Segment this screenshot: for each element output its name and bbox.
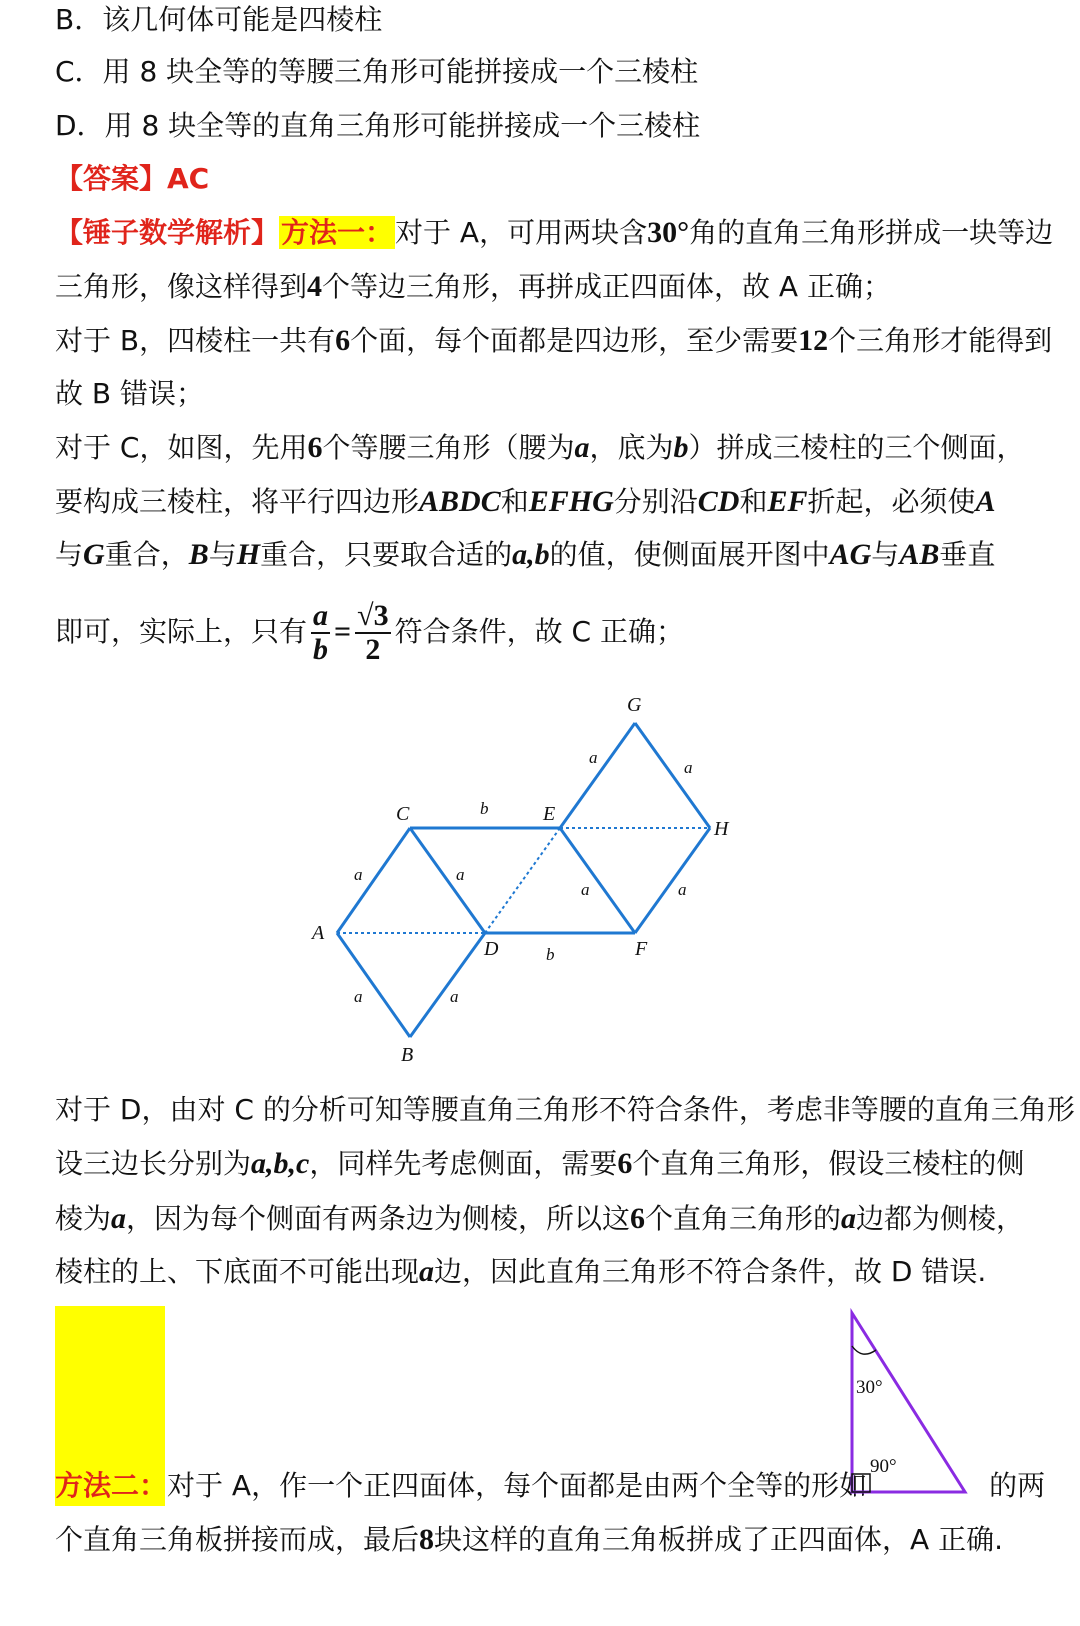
edge-ab <box>337 933 410 1037</box>
edge-label: a <box>684 758 693 777</box>
edge-cd <box>410 828 485 933</box>
edge-label: a <box>678 880 687 899</box>
angle-30-label: 30° <box>856 1377 883 1398</box>
analysis-line-8: 即可，实际上，只有 $\frac{a}{b}$ = $\frac{√3}{2}$ 符合条件，故 C 正确； <box>55 599 684 666</box>
analysis-d-line-3: 棱为a，因为每个侧面有两条边为侧棱，所以这6个直角三角形的a边都为侧棱， <box>55 1202 1025 1235</box>
analysis-header: 【锤子数学解析】 <box>55 216 280 249</box>
label-a: A <box>312 922 325 944</box>
edge-label: b <box>546 945 555 964</box>
edge-label: a <box>456 865 465 884</box>
fraction-sqrt3-over-2: $\frac{√3}{2}$ <box>357 599 389 666</box>
option-c: C．用 8 块全等的等腰三角形可能拼接成一个三棱柱 <box>55 55 699 88</box>
label-h: H <box>714 818 729 840</box>
triangle-outline <box>852 1313 965 1492</box>
analysis-line-3: 对于 B，四棱柱一共有6个面，每个面都是四边形，至少需要12个三角形才能得到 <box>55 324 1053 357</box>
analysis-line-6: 要构成三棱柱，将平行四边形ABDC和EFHG分别沿CD和EF折起，必须使A <box>55 485 996 518</box>
answer-line: 【答案】AC <box>55 162 210 195</box>
edge-label: b <box>480 799 489 818</box>
edge-label: a <box>589 748 598 767</box>
label-b: B <box>401 1044 414 1066</box>
edge-ac <box>337 828 410 933</box>
method2-line-1: 方法二：对于 A，作一个正四面体，每个面都是由两个全等的形如 的两 <box>55 1469 1046 1502</box>
analysis-d-line-1: 对于 D，由对 C 的分析可知等腰直角三角形不符合条件，考虑非等腰的直角三角形 <box>55 1093 1075 1126</box>
angle-90-label: 90° <box>870 1456 897 1477</box>
option-b: B．该几何体可能是四棱柱 <box>55 3 383 36</box>
prism-net-figure <box>290 690 760 1070</box>
method1-label: 方法一： <box>281 216 394 249</box>
option-d: D．用 8 块全等的直角三角形可能拼接成一个三棱柱 <box>55 109 701 142</box>
analysis-line-4: 故 B 错误； <box>55 377 205 410</box>
analysis-d-line-4: 棱柱的上、下底面不可能出现a边，因此直角三角形不符合条件，故 D 错误. <box>55 1255 987 1288</box>
edge-label: a <box>354 987 363 1006</box>
edge-hf <box>635 828 710 933</box>
label-c: C <box>396 803 410 825</box>
edge-label: a <box>581 880 590 899</box>
edge-gh <box>635 723 710 828</box>
method2-label: 方法二： <box>55 1469 168 1502</box>
analysis-line-5: 对于 C，如图，先用6个等腰三角形（腰为a，底为b）拼成三棱柱的三个侧面， <box>55 431 1025 464</box>
analysis-line-7: 与G重合，B与H重合，只要取合适的a,b的值，使侧面展开图中AG与AB垂直 <box>55 538 996 571</box>
analysis-line-1: 【锤子数学解析】方法一：对于 A，可用两块含30°角的直角三角形拼成一块等边 <box>55 216 1054 249</box>
label-f: F <box>635 938 648 960</box>
edge-bd <box>410 933 485 1037</box>
edge-label: a <box>354 865 363 884</box>
analysis-d-line-2: 设三边长分别为a,b,c，同样先考虑侧面，需要6个直角三角形，假设三棱柱的侧 <box>55 1147 1025 1180</box>
label-e: E <box>543 803 556 825</box>
dotted-de <box>485 828 560 933</box>
fraction-a-over-b: $\frac{a}{b}$ <box>313 599 329 666</box>
label-g: G <box>627 694 642 716</box>
label-d: D <box>484 938 499 960</box>
analysis-line-2: 三角形，像这样得到4个等边三角形，再拼成正四面体，故 A 正确； <box>55 270 891 303</box>
right-triangle-figure <box>840 1305 980 1505</box>
right-angle-mark <box>852 1474 870 1492</box>
method2-line-2: 个直角三角板拼接而成，最后8块这样的直角三角板拼成了正四面体，A 正确. <box>55 1523 1003 1556</box>
edge-ef <box>560 828 635 933</box>
edge-label: a <box>450 987 459 1006</box>
edge-eg <box>560 723 635 828</box>
